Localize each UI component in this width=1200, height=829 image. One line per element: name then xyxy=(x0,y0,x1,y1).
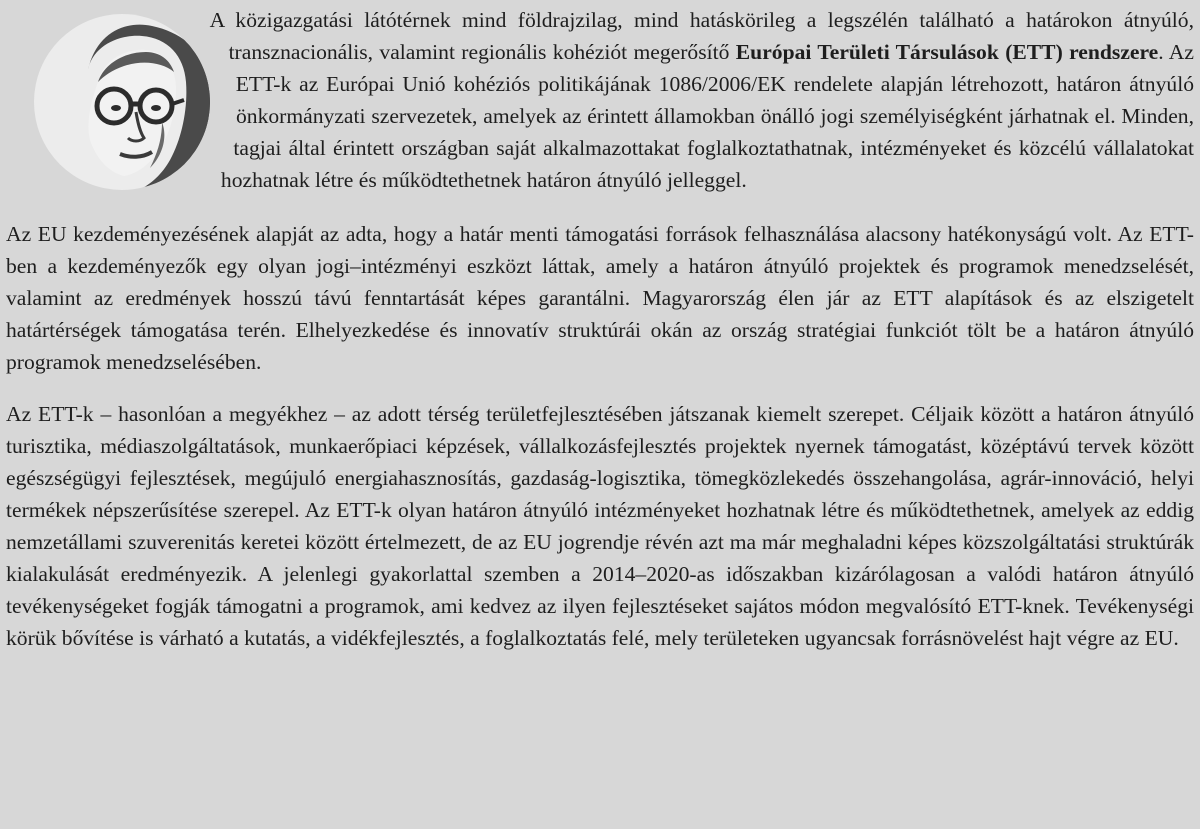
paragraph-intro-rest: . Az ETT-k az Európai Unió kohéziós politikájának 1086/2006/EK rendelete alapján létrehozott, határon átnyúló önkormányzati szervezetek, amelyek az érintett államokban önálló jogi személyiségként járhatnak el. Minden, tagjai által érintett országban saját alkalmazottakat foglalkoztathatnak, intézményeket és közcélú vállalatokat hozhatnak létre és működtethetnek határon átnyúló jelleggel. xyxy=(220,40,1194,192)
paragraph-eu-initiative: Az EU kezdeményezésének alapját az adta, hogy a határ menti támogatási források felhasználása alacsony hatékonyságú volt. Az ETT-ben a kezdeményezők egy olyan jogi–intézményi eszközt láttak, amely a határon átnyúló projektek és programok menedzselését, valamint az eredmények hosszú távú fenntartását képes garantálni. Magyarország élen jár az ETT alapítások és az elszigetelt határtérségek támogatása terén. Elhelyezkedése és innovatív struktúrái okán az ország stratégiai funkciót tölt be a határon átnyúló programok menedzselésében. xyxy=(6,222,1194,374)
paragraph-intro-lead: A közigazgatási látótérnek mind földrajzilag, mind hatáskörileg a legszélén található a határokon átnyúló, transznacionális, valamint regionális kohéziót megerősítő xyxy=(209,8,1194,64)
paragraph-intro-emphasis: Európai Területi Társulások (ETT) rendszere xyxy=(735,40,1159,64)
author-portrait-icon xyxy=(32,12,212,192)
paragraph-ett-role: Az ETT-k – hasonlóan a megyékhez – az adott térség területfejlesztésében játszanak kiemelt szerepet. Céljaik között a határon átnyúló turisztika, médiaszolgáltatások, munkaerőpiaci képzések, vállalkozásfejlesztés projektek nyernek támogatást, középtávú tervek között egészségügyi fejlesztések, megújuló energiahasznosítás, gazdaság-logisztika, tömegközlekedés összehangolása, agrár-innováció, helyi termékek népszerűsítése szerepel. Az ETT-k olyan határon átnyúló intézményeket hozhatnak létre és működtethetnek, amelyek az eddig nemzetállami szuverenitás keretei között értelmezett, de az EU jogrendje révén azt ma már meghaladni képes közszolgáltatási struktúrák kialakulását eredményezik. A jelenlegi gyakorlattal szemben a 2014–2020-as időszakban kizárólagosan a valódi határon átnyúló tevékenységeket fogják támogatni a programok, ami kedvez az ilyen fejlesztéseket sajátos módon megvalósító ETT-knek. Tevékenységi körük bővítése is várható a kutatás, a vidékfejlesztés, a foglalkoztatás felé, mely területeken ugyancsak forrásnövelést hajt végre az EU. xyxy=(6,402,1194,650)
author-portrait xyxy=(6,4,211,212)
